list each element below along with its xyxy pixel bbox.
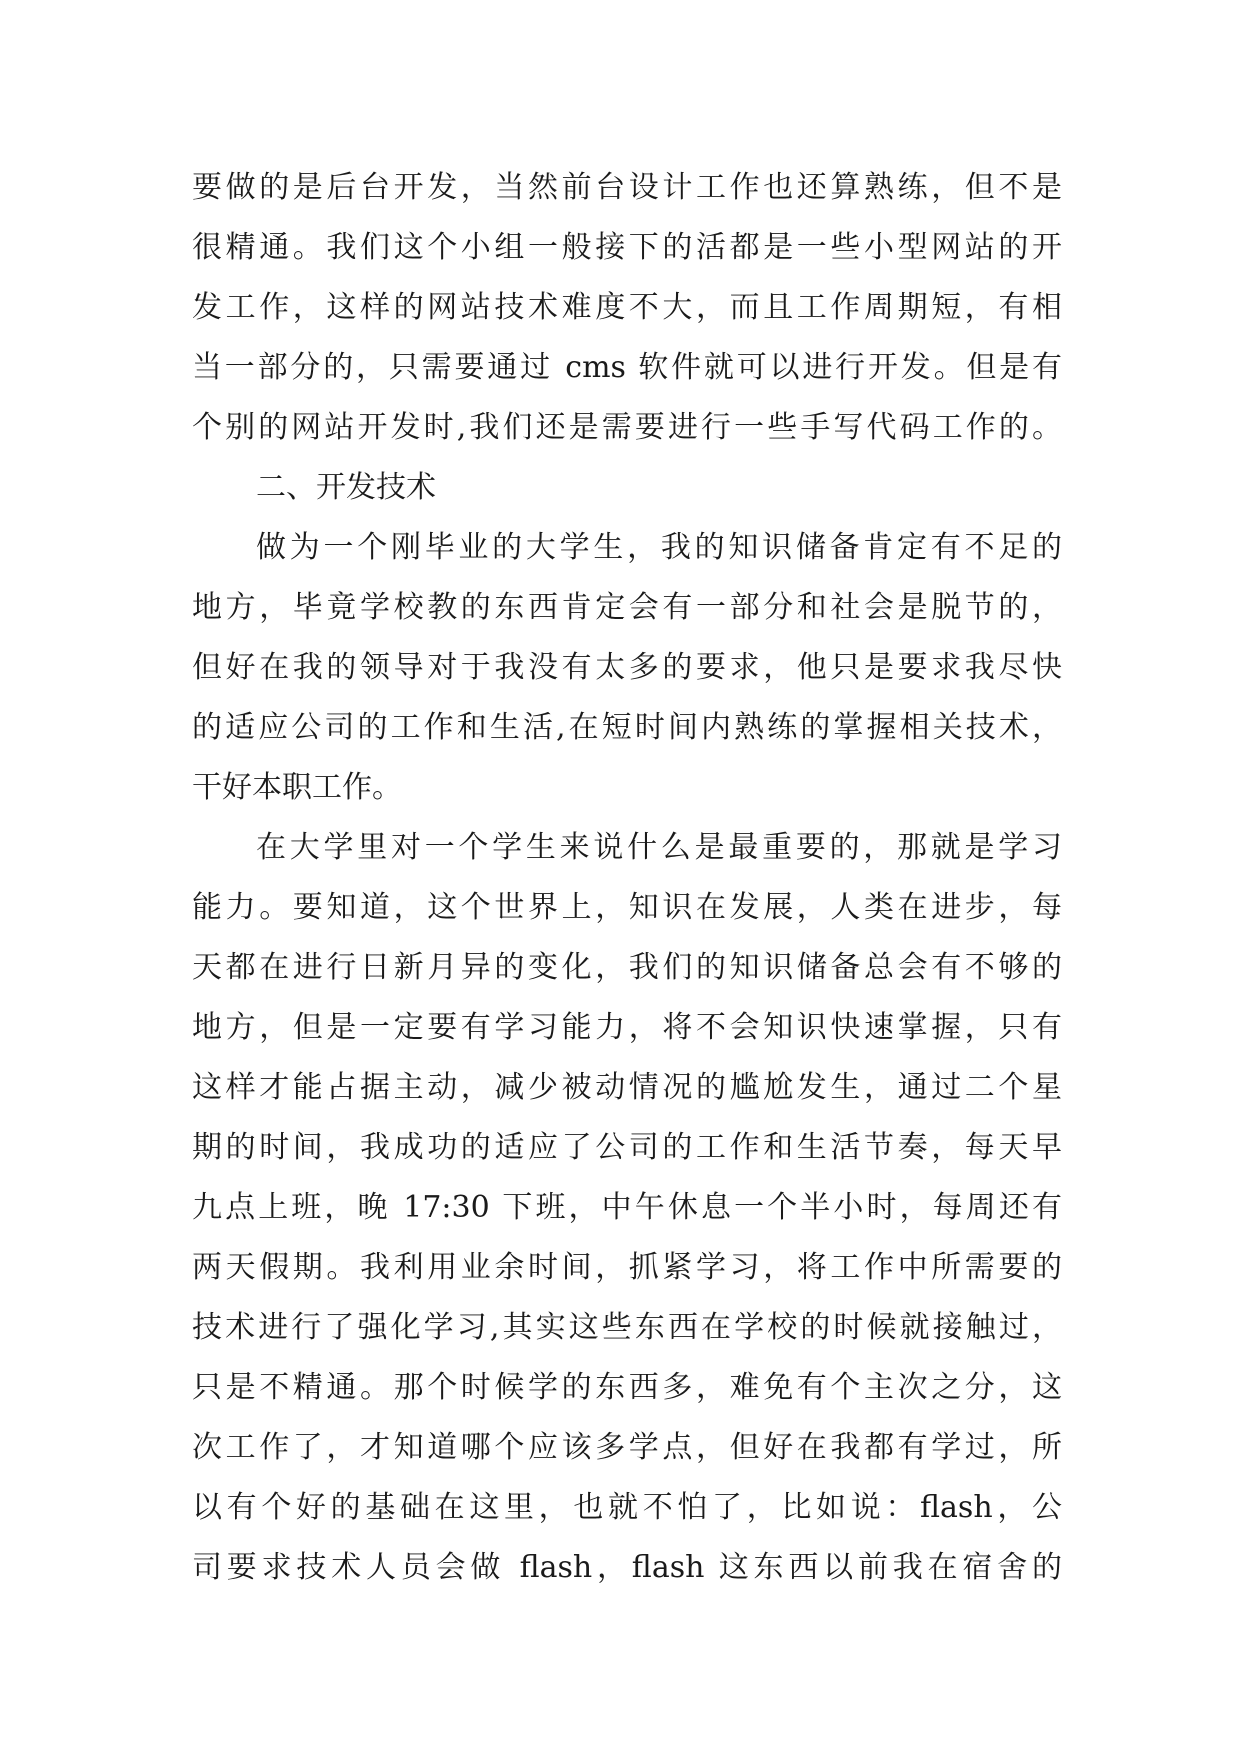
text-line: 能力。要知道，这个世界上，知识在发展，人类在进步，每 [192, 890, 1062, 925]
text-line: 技术进行了强化学习,其实这些东西在学校的时候就接触过， [192, 1310, 1062, 1345]
text-line: 但好在我的领导对于我没有太多的要求，他只是要求我尽快 [192, 650, 1062, 685]
text-line: 九点上班，晚 17:30 下班，中午休息一个半小时，每周还有 [192, 1190, 1062, 1225]
text-line: 地方，但是一定要有学习能力，将不会知识快速掌握，只有 [192, 1010, 1062, 1045]
text-line: 司要求技术人员会做 flash，flash 这东西以前我在宿舍的 [192, 1550, 1062, 1585]
text-line: 两天假期。我利用业余时间，抓紧学习，将工作中所需要的 [192, 1250, 1062, 1285]
paragraph-last-line: 干好本职工作。 [192, 770, 402, 805]
document-body [192, 158, 1062, 1598]
text-line: 个别的网站开发时,我们还是需要进行一些手写代码工作的。 [192, 410, 1062, 445]
text-line: 地方，毕竟学校教的东西肯定会有一部分和社会是脱节的， [192, 590, 1062, 625]
text-line: 只是不精通。那个时候学的东西多，难免有个主次之分，这 [192, 1370, 1062, 1405]
text-line: 当一部分的，只需要通过 cms 软件就可以进行开发。但是有 [192, 350, 1062, 385]
text-line: 发工作，这样的网站技术难度不大，而且工作周期短，有相 [192, 290, 1062, 325]
text-line: 天都在进行日新月异的变化，我们的知识储备总会有不够的 [192, 950, 1062, 985]
text-line: 的适应公司的工作和生活,在短时间内熟练的掌握相关技术， [192, 710, 1062, 745]
paragraph-first-line: 在大学里对一个学生来说什么是最重要的，那就是学习 [256, 830, 1062, 865]
text-line: 期的时间，我成功的适应了公司的工作和生活节奏，每天早 [192, 1130, 1062, 1165]
text-line: 很精通。我们这个小组一般接下的活都是一些小型网站的开 [192, 230, 1062, 265]
text-line: 这样才能占据主动，减少被动情况的尴尬发生，通过二个星 [192, 1070, 1062, 1105]
text-line: 以有个好的基础在这里，也就不怕了，比如说：flash，公 [192, 1490, 1062, 1525]
text-line: 次工作了，才知道哪个应该多学点，但好在我都有学过，所 [192, 1430, 1062, 1465]
section-heading: 二、开发技术 [256, 470, 436, 505]
paragraph-first-line: 做为一个刚毕业的大学生，我的知识储备肯定有不足的 [256, 530, 1062, 565]
text-line: 要做的是后台开发，当然前台设计工作也还算熟练，但不是 [192, 170, 1062, 205]
